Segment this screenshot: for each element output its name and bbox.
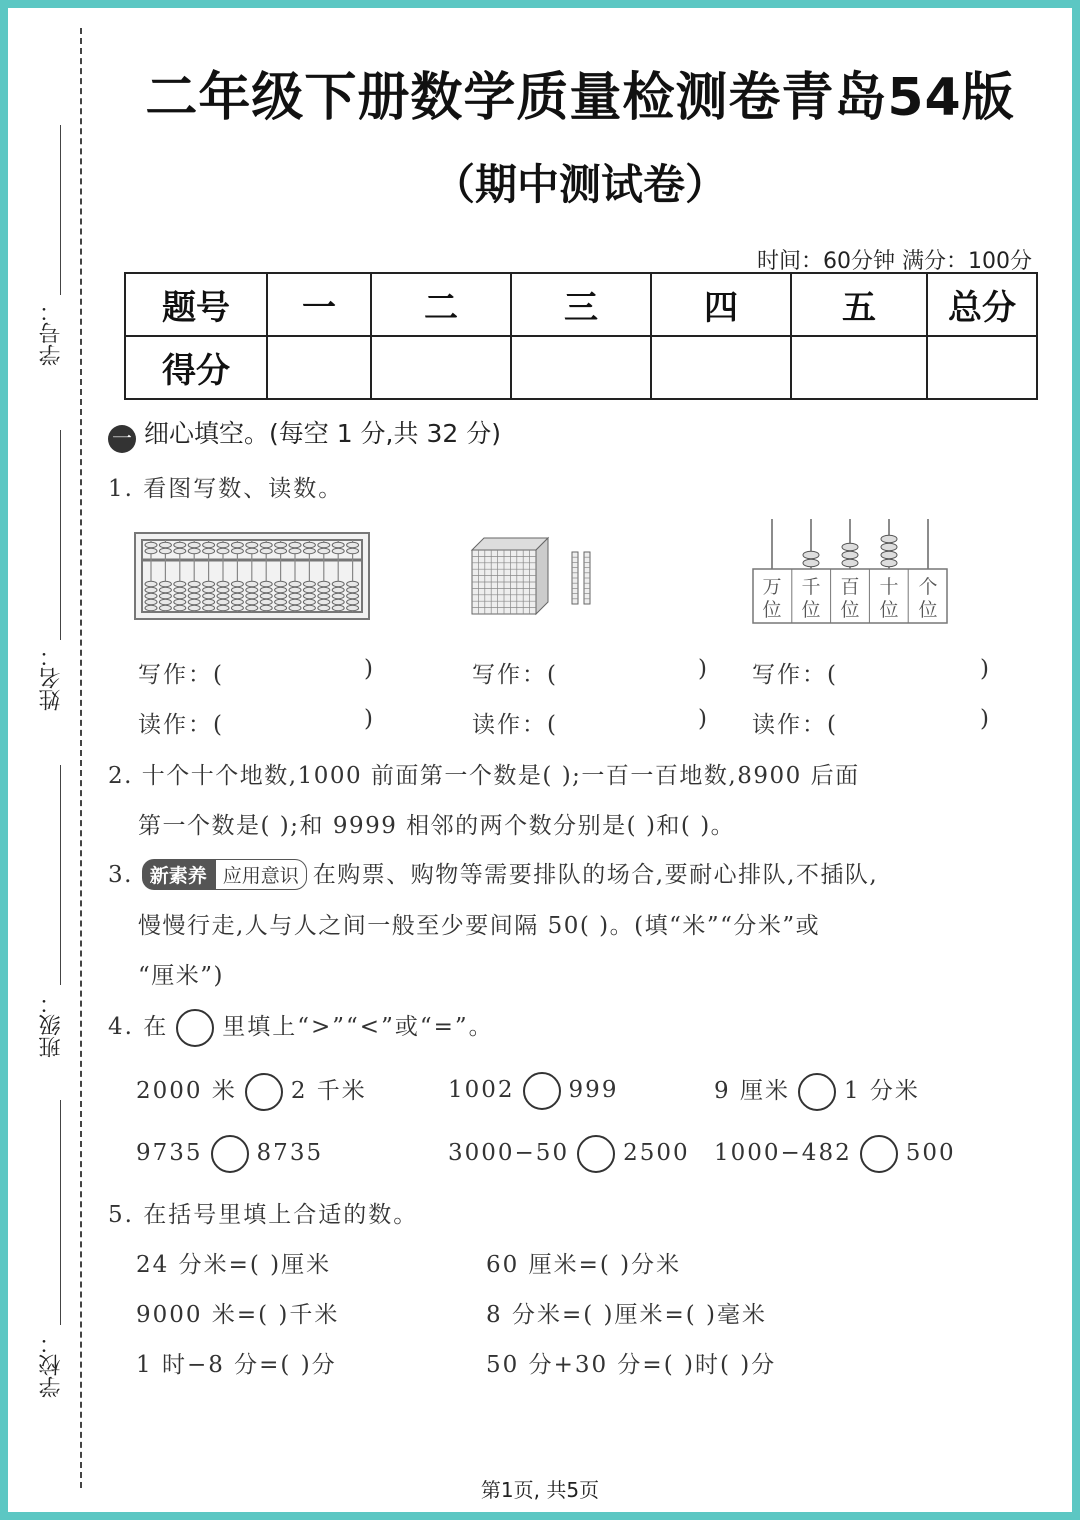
q1-write-a: 写作：( [138,662,224,688]
q3-number: 3. [108,862,133,888]
score-cell[interactable] [267,336,371,399]
q5-item: 24 分米=( )厘米 [136,1252,332,1278]
q4-right: 1 分米 [843,1078,920,1104]
section-number-badge: 一 [108,425,136,453]
student-no-line [60,125,61,295]
q4-stem [108,1008,494,1047]
q4-right: 2500 [623,1140,690,1166]
q4-item [136,1135,323,1173]
q4-item [136,1072,367,1111]
page-footer: 第1页, 共5页 [480,1478,600,1502]
score-table [124,272,1038,400]
page-subtitle: （期中测试卷） [432,160,727,209]
score-cell[interactable] [651,336,791,399]
place-label-top: 万 [762,576,782,598]
q1-write-c: 写作：( [752,662,838,688]
place-label-top: 十 [879,576,899,598]
q1-read-b: 读作：( [472,712,558,738]
name-label: 姓名： [39,645,64,711]
q3-text1: 在购票、购物等需要排队的场合,要耐心排队,不插队, [312,862,879,888]
place-label-bottom: 位 [840,599,860,621]
q1-close-c: ) [980,656,991,682]
q4-right: 2 千米 [290,1078,367,1104]
score-cell[interactable] [927,336,1037,399]
answer-circle[interactable] [211,1135,249,1173]
score-cell[interactable] [511,336,651,399]
section-title: 细心填空。(每空 1 分,共 32 分) [144,419,501,448]
cubes-image [470,536,600,616]
cut-line [80,28,82,1488]
place-label-bottom: 位 [762,599,782,621]
score-header-cell: 四 [651,273,791,336]
q5-item: 9000 米=( )千米 [136,1302,340,1328]
school-line [60,1100,61,1325]
score-header-cell: 二 [371,273,511,336]
q4-item [714,1135,956,1173]
place-label-top: 百 [840,576,860,598]
page-title: 二年级下册数学质量检测卷青岛54版 [145,68,1015,128]
q1-close-a: ) [364,656,375,682]
q1-close-c: ) [980,706,991,732]
answer-circle[interactable] [245,1073,283,1111]
score-header-cell: 一 [267,273,371,336]
q1-stem: 1. 看图写数、读数。 [108,476,344,502]
place-label-bottom: 位 [801,599,821,621]
q3-line3: “厘米”) [138,963,224,989]
score-header-cell: 五 [791,273,927,336]
q2-line2: 第一个数是( );和 9999 相邻的两个数分别是( )和( )。 [138,813,736,839]
q4-left: 9735 [136,1140,203,1166]
q1-write-b: 写作：( [472,662,558,688]
section-heading [108,414,501,453]
q4-left: 3000−50 [448,1140,570,1166]
student-no-label: 学号： [39,300,64,366]
q5-item: 1 时−8 分=( )分 [136,1352,337,1378]
q5-item: 50 分+30 分=( )时( )分 [486,1352,777,1378]
q5-item: 8 分米=( )厘米=( )毫米 [486,1302,768,1328]
q4-left: 1000−482 [714,1140,852,1166]
answer-circle[interactable] [523,1072,561,1110]
place-label-bottom: 位 [918,599,938,621]
score-row-label: 得分 [125,336,267,399]
q4-left: 9 厘米 [714,1078,790,1104]
answer-circle[interactable] [798,1073,836,1111]
q1-close-b: ) [698,706,709,732]
answer-circle[interactable] [860,1135,898,1173]
q4-item [448,1135,690,1173]
tag-new-literacy: 新素养 [142,859,215,890]
score-header-cell: 三 [511,273,651,336]
class-label: 班级： [39,992,64,1058]
q1-close-a: ) [364,706,375,732]
place-label-top: 千 [801,576,821,598]
name-line [60,430,61,640]
q2-line1: 2. 十个十个地数,1000 前面第一个数是( );一百一百地数,8900 后面 [108,763,860,789]
q5-item: 60 厘米=( )分米 [486,1252,682,1278]
score-header-cell: 题号 [125,273,267,336]
q4-right: 8735 [256,1140,324,1166]
q4-left: 1002 [448,1077,515,1103]
score-cell[interactable] [371,336,511,399]
q4-left: 2000 米 [136,1078,237,1104]
q4-item [448,1072,618,1110]
q1-read-a: 读作：( [138,712,224,738]
tag-application: 应用意识 [215,859,307,890]
abacus-image [134,532,370,620]
score-value-row [125,336,1037,399]
answer-circle[interactable] [577,1135,615,1173]
counting-frame-image [750,515,950,627]
compare-circle-icon [176,1009,214,1047]
place-label-bottom: 位 [879,599,899,621]
place-label-top: 个 [918,576,938,598]
score-cell[interactable] [791,336,927,399]
q4-item [714,1072,920,1111]
q5-stem: 5. 在括号里填上合适的数。 [108,1202,419,1228]
q4-right: 999 [568,1077,619,1103]
q1-read-c: 读作：( [752,712,838,738]
school-label: 学校： [39,1332,64,1398]
time-info: 时间：60分钟 满分：100分 [757,249,1032,274]
score-header-row [125,273,1037,336]
score-header-cell: 总分 [927,273,1037,336]
q3-line2: 慢慢行走,人与人之间一般至少要间隔 50( )。(填“米”“分米”或 [138,913,821,939]
q3-line1 [108,856,878,890]
class-line [60,765,61,985]
q4-stem-a: 4. 在 [108,1014,169,1040]
q4-right: 500 [905,1140,956,1166]
q4-stem-b: 里填上“>”“<”或“=”。 [222,1014,494,1040]
q1-close-b: ) [698,656,709,682]
